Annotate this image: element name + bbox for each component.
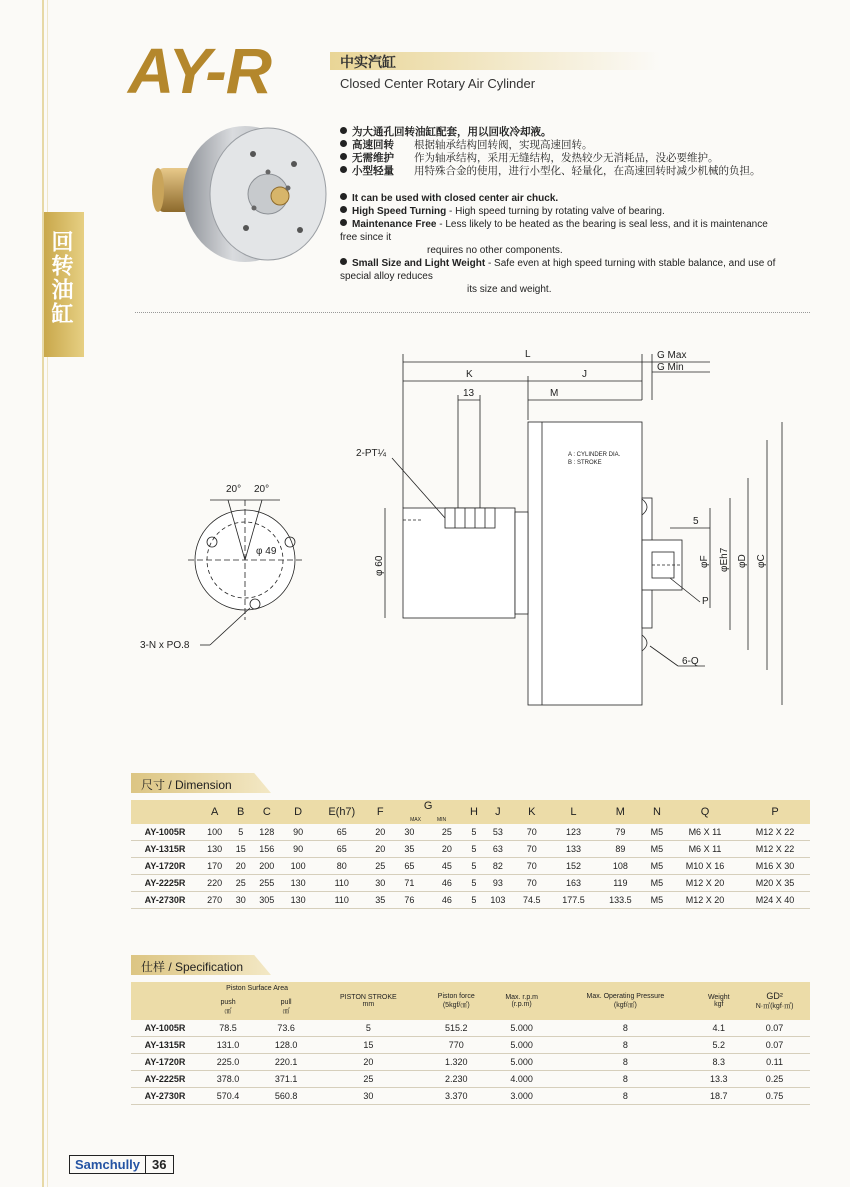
table-cell: 177.5	[550, 892, 597, 909]
model-cell: AY-2225R	[131, 875, 199, 892]
col-header-rpm: Max. r.p.m (r.p.m)	[491, 982, 552, 1020]
table-cell: 305	[251, 892, 282, 909]
product-photo	[150, 118, 335, 268]
col-header: H	[466, 800, 483, 824]
table-cell: 82	[482, 858, 513, 875]
table-cell: 4.000	[491, 1071, 552, 1088]
table-row	[131, 858, 810, 875]
table-cell: 18.7	[698, 1088, 739, 1105]
feature-cn-item: 高速回转 根据轴承结构回转阀，实现高速回转。	[340, 139, 761, 152]
col-header-stroke: PISTON STROKE mm	[315, 982, 421, 1020]
table-header-row	[131, 982, 810, 994]
table-cell: 255	[251, 875, 282, 892]
dim-label-gmin: G Min	[657, 362, 684, 373]
col-header: K	[514, 800, 551, 824]
dim-label-phi49: φ 49	[256, 546, 277, 557]
feature-en-item: High Speed Turning - High speed turning by rotating valve of bearing.	[340, 205, 780, 218]
brand-logo: Samchully	[70, 1156, 146, 1173]
col-header: M	[597, 800, 644, 824]
table-cell: 74.5	[514, 892, 551, 909]
table-cell: M6 X 11	[670, 841, 740, 858]
col-header-weight: Weight kgf	[698, 982, 739, 1020]
chinese-title: 中实汽缸	[340, 55, 396, 71]
table-cell: 200	[251, 858, 282, 875]
table-row	[131, 1088, 810, 1105]
table-cell: 8	[552, 1071, 698, 1088]
english-title: Closed Center Rotary Air Cylinder	[340, 76, 536, 91]
table-cell: 20	[230, 858, 251, 875]
table-cell: 133.5	[597, 892, 644, 909]
angle-label-right: 20°	[254, 484, 270, 495]
table-cell: 163	[550, 875, 597, 892]
table-cell: 5.000	[491, 1037, 552, 1054]
side-tab-label: 回转油缸	[48, 230, 73, 326]
table-cell: 46	[428, 892, 466, 909]
table-cell: M12 X 22	[740, 841, 810, 858]
table-cell: M6 X 11	[670, 824, 740, 841]
col-header-model	[131, 982, 199, 1020]
table-cell: 515.2	[422, 1020, 491, 1037]
table-cell: 65	[314, 824, 370, 841]
model-cell: AY-1315R	[131, 841, 199, 858]
table-cell: 65	[314, 841, 370, 858]
col-header-psa: Piston Surface Area	[199, 982, 315, 994]
table-cell: 25	[230, 875, 251, 892]
table-cell: 5	[466, 892, 483, 909]
col-header: C	[251, 800, 282, 824]
table-row	[131, 1071, 810, 1088]
dim-label-phiE: φEh7	[719, 547, 730, 572]
col-header: Q	[670, 800, 740, 824]
col-header: A	[199, 800, 230, 824]
model-cell: AY-1720R	[131, 1054, 199, 1071]
col-header: J	[482, 800, 513, 824]
bullet-icon	[340, 127, 347, 134]
table-cell: 270	[199, 892, 230, 909]
table-cell: 225.0	[199, 1054, 257, 1071]
table-cell: 131.0	[199, 1037, 257, 1054]
table-cell: 5.2	[698, 1037, 739, 1054]
note-stroke: B : STROKE	[568, 460, 602, 466]
table-cell: M10 X 16	[670, 858, 740, 875]
table-cell: 1.320	[422, 1054, 491, 1071]
table-cell: 119	[597, 875, 644, 892]
specification-title: 仕样 / Specification	[141, 960, 244, 974]
table-cell: M5	[644, 858, 670, 875]
table-cell: 8	[552, 1037, 698, 1054]
table-cell: 5	[315, 1020, 421, 1037]
table-cell: 110	[314, 892, 370, 909]
footer-brand	[69, 1155, 174, 1174]
bullet-icon	[340, 166, 347, 173]
table-cell: 5	[466, 875, 483, 892]
table-cell: 15	[315, 1037, 421, 1054]
table-cell: 78.5	[199, 1020, 257, 1037]
dimension-table	[131, 800, 810, 909]
feature-en-item: Maintenance Free - Less likely to be heated as the bearing is seal less, and it is maintenance free since it	[340, 219, 768, 243]
model-cell: AY-1315R	[131, 1037, 199, 1054]
table-cell: 3.000	[491, 1088, 552, 1105]
specification-section-header	[131, 955, 271, 975]
table-cell: 100	[199, 824, 230, 841]
table-cell: 89	[597, 841, 644, 858]
table-cell: 73.6	[257, 1020, 315, 1037]
table-cell: 70	[514, 858, 551, 875]
table-cell: 103	[482, 892, 513, 909]
table-cell: 93	[482, 875, 513, 892]
table-cell: M5	[644, 841, 670, 858]
angle-label-left: 20°	[226, 484, 242, 495]
bullet-icon	[340, 193, 347, 200]
table-cell: 4.1	[698, 1020, 739, 1037]
dim-label-phiD: φD	[737, 554, 748, 568]
table-row	[131, 892, 810, 909]
table-cell: 80	[314, 858, 370, 875]
section-divider	[135, 312, 810, 313]
label-port: 2-PT¼	[356, 448, 387, 459]
table-cell: M12 X 20	[670, 892, 740, 909]
table-cell: 2.230	[422, 1071, 491, 1088]
feature-en-continuation: its size and weight.	[467, 284, 552, 295]
col-header: E(h7)	[314, 800, 370, 824]
table-cell: 133	[550, 841, 597, 858]
table-cell: M5	[644, 892, 670, 909]
model-title: AY-R	[128, 35, 271, 107]
table-cell: 170	[199, 858, 230, 875]
specification-table	[131, 982, 810, 1105]
table-cell: M12 X 20	[670, 875, 740, 892]
feature-en-list	[340, 192, 780, 296]
bullet-icon	[340, 219, 347, 226]
dim-label-13: 13	[463, 388, 475, 399]
table-cell: 108	[597, 858, 644, 875]
dim-label-phi60: φ 60	[374, 555, 385, 576]
margin-rule-secondary	[47, 0, 48, 1187]
table-cell: 65	[391, 858, 428, 875]
dim-label-phiF: φF	[699, 555, 710, 568]
bullet-icon	[340, 153, 347, 160]
table-cell: 90	[282, 824, 313, 841]
col-header: B	[230, 800, 251, 824]
table-cell: 220	[199, 875, 230, 892]
table-cell: 35	[391, 841, 428, 858]
page-number: 36	[152, 1157, 167, 1172]
bullet-icon	[340, 206, 347, 213]
note-cylinder-dia: A : CYLINDER DIA.	[568, 452, 621, 458]
table-cell: 46	[428, 875, 466, 892]
model-cell: AY-2225R	[131, 1071, 199, 1088]
label-P: P	[702, 596, 709, 607]
table-cell: 8	[552, 1020, 698, 1037]
table-cell: M5	[644, 875, 670, 892]
dimension-title: 尺寸 / Dimension	[141, 778, 232, 792]
table-cell: 110	[314, 875, 370, 892]
col-header: P	[740, 800, 810, 824]
table-row	[131, 875, 810, 892]
table-cell: 128.0	[257, 1037, 315, 1054]
feature-cn-item: 无需维护 作为轴承结构，采用无缝结构，发热较少无消耗品，没必要维护。	[340, 152, 761, 165]
table-cell: 560.8	[257, 1088, 315, 1105]
table-cell: 100	[282, 858, 313, 875]
table-cell: M24 X 40	[740, 892, 810, 909]
table-cell: M5	[644, 824, 670, 841]
table-cell: 35	[370, 892, 391, 909]
table-cell: 0.11	[739, 1054, 810, 1071]
col-header-pressure: Max. Operating Pressure (kgf/㎠)	[552, 982, 698, 1020]
table-cell: 30	[230, 892, 251, 909]
table-cell: 220.1	[257, 1054, 315, 1071]
table-cell: 123	[550, 824, 597, 841]
feature-cn-item: 小型轻量 用特殊合金的使用，进行小型化、轻量化，在高速回转时减少机械的负担。	[340, 165, 761, 178]
model-cell: AY-1005R	[131, 824, 199, 841]
table-cell: M16 X 30	[740, 858, 810, 875]
table-cell: 71	[391, 875, 428, 892]
table-cell: 5.000	[491, 1054, 552, 1071]
dim-label-M: M	[550, 388, 559, 399]
table-cell: 0.25	[739, 1071, 810, 1088]
table-cell: 20	[315, 1054, 421, 1071]
feature-en-item: Small Size and Light Weight - Safe even at high speed turning with stable balance, and use of special alloy reduces	[340, 258, 776, 282]
table-cell: 130	[282, 875, 313, 892]
table-cell: M20 X 35	[740, 875, 810, 892]
table-cell: 0.75	[739, 1088, 810, 1105]
table-cell: 25	[315, 1071, 421, 1088]
col-header: L	[550, 800, 597, 824]
dim-label-K: K	[466, 369, 473, 380]
table-cell: 156	[251, 841, 282, 858]
model-cell: AY-1720R	[131, 858, 199, 875]
sub-header-max: MAX	[410, 817, 421, 823]
col-header-force: Piston force (5kgf/㎠)	[422, 982, 491, 1020]
model-cell: AY-1005R	[131, 1020, 199, 1037]
dim-label-L: L	[525, 349, 531, 360]
table-cell: 30	[370, 875, 391, 892]
col-header: F	[370, 800, 391, 824]
bullet-icon	[340, 258, 347, 265]
table-cell: 5	[466, 824, 483, 841]
feature-cn-item: 为大通孔回转油缸配套，用以回收冷却液。	[340, 126, 761, 139]
table-cell: 8.3	[698, 1054, 739, 1071]
col-header: D	[282, 800, 313, 824]
table-cell: 70	[514, 841, 551, 858]
table-cell: 20	[370, 841, 391, 858]
table-cell: 5	[230, 824, 251, 841]
dim-label-J: J	[582, 369, 587, 380]
table-cell: 8	[552, 1054, 698, 1071]
table-cell: 45	[428, 858, 466, 875]
table-cell: 5.000	[491, 1020, 552, 1037]
table-cell: 30	[315, 1088, 421, 1105]
technical-drawing	[130, 340, 810, 720]
table-cell: 128	[251, 824, 282, 841]
table-cell: 15	[230, 841, 251, 858]
table-cell: 3.370	[422, 1088, 491, 1105]
dim-label-phiC: φC	[756, 554, 767, 568]
table-cell: 130	[282, 892, 313, 909]
table-row	[131, 824, 810, 841]
table-cell: 5	[466, 841, 483, 858]
col-header-gd: GD² N·㎡(kgf·㎡)	[739, 982, 810, 1020]
table-row	[131, 1037, 810, 1054]
feature-en-item: It can be used with closed center air chuck.	[340, 192, 780, 205]
table-cell: 371.1	[257, 1071, 315, 1088]
table-cell: 770	[422, 1037, 491, 1054]
table-row	[131, 1054, 810, 1071]
feature-cn-list	[340, 126, 761, 178]
table-cell: M12 X 22	[740, 824, 810, 841]
table-cell: 63	[482, 841, 513, 858]
label-6Q: 6-Q	[682, 656, 699, 667]
table-cell: 570.4	[199, 1088, 257, 1105]
table-cell: 0.07	[739, 1037, 810, 1054]
table-header-row	[131, 800, 810, 824]
col-header-push: push ㎠	[199, 994, 257, 1020]
table-cell: 79	[597, 824, 644, 841]
col-header: N	[644, 800, 670, 824]
model-cell: AY-2730R	[131, 892, 199, 909]
feature-en-continuation: requires no other components.	[427, 245, 563, 256]
table-cell: 70	[514, 875, 551, 892]
table-cell: 25	[370, 858, 391, 875]
table-cell: 0.07	[739, 1020, 810, 1037]
dim-label-gmax: G Max	[657, 350, 687, 361]
table-row	[131, 841, 810, 858]
table-row	[131, 1020, 810, 1037]
table-cell: 152	[550, 858, 597, 875]
col-header-g: G MAX MIN	[391, 800, 466, 824]
sub-header-min: MIN	[436, 817, 447, 823]
table-cell: 76	[391, 892, 428, 909]
margin-rule	[42, 0, 44, 1187]
model-cell: AY-2730R	[131, 1088, 199, 1105]
table-cell: 8	[552, 1088, 698, 1105]
table-cell: 20	[370, 824, 391, 841]
table-cell: 378.0	[199, 1071, 257, 1088]
col-header	[131, 800, 199, 824]
table-cell: 25	[428, 824, 466, 841]
dimension-section-header	[131, 773, 271, 793]
label-holes: 3-N x PO.8	[140, 640, 190, 651]
table-cell: 5	[466, 858, 483, 875]
bullet-icon	[340, 140, 347, 147]
dim-label-5: 5	[693, 516, 699, 527]
table-cell: 90	[282, 841, 313, 858]
table-cell: 30	[391, 824, 428, 841]
side-category-tab	[44, 212, 84, 357]
col-header-pull: pull ㎠	[257, 994, 315, 1020]
table-cell: 20	[428, 841, 466, 858]
table-cell: 70	[514, 824, 551, 841]
table-cell: 130	[199, 841, 230, 858]
table-cell: 13.3	[698, 1071, 739, 1088]
table-cell: 53	[482, 824, 513, 841]
